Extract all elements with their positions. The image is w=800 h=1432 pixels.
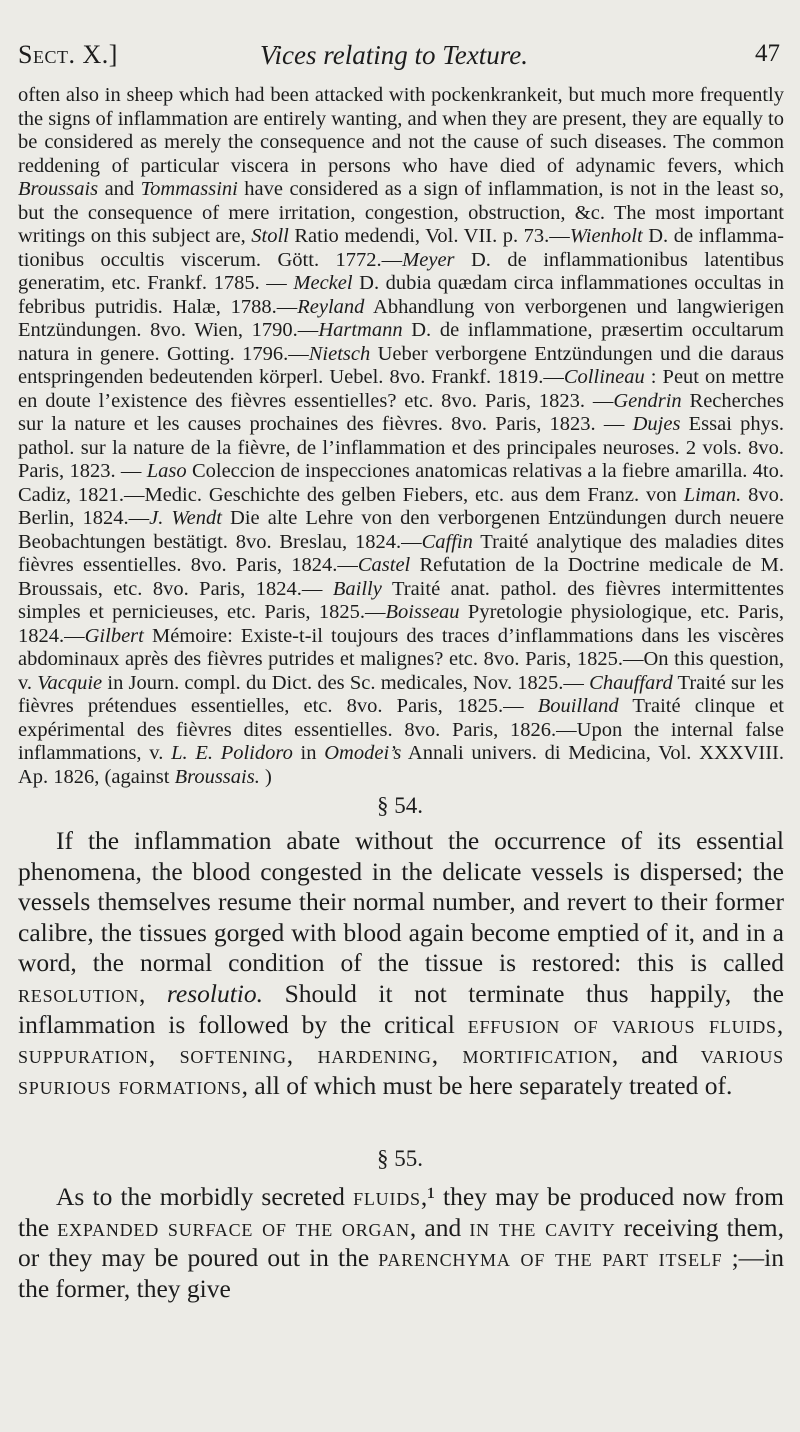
text-run: have considered as a sign of inflammation, is not in the least so, but the consequence of mere irritation, congestion, obstruction, &c. The most important writings on this subject are,: [18, 178, 784, 247]
section-54-heading: § 54.: [377, 793, 423, 818]
term-italic: resolutio.: [166, 978, 264, 1008]
author-name: Bailly: [332, 577, 382, 600]
text-run: , all of which must be here separately treated of.: [241, 1070, 733, 1100]
author-name: Vacquie: [37, 671, 103, 694]
author-name: Meyer: [402, 248, 455, 271]
term-smallcaps: expanded surface of the organ: [57, 1212, 410, 1242]
text-run: Essai phys. pathol. sur la nature de la fièvre, de l’inflammation et des principales neuroses. 2 vols. 8vo. Paris, 1823. —: [18, 413, 784, 482]
text-run: If the inflammation abate without the occurrence of its essential phenomena, the blood congested in the delicate vessels is dispersed; the vessels themselves resume their normal number, and revert to their former calibre, the tissues gorged with blood again become emptied of it, and in a word, the normal condition of the tissue is restored: this is called: [18, 826, 784, 978]
author-name: Meckel: [293, 272, 353, 294]
text-run: D. de inflammatione, præsertim occultarum natura in genere. Gotting. 1796.—: [18, 319, 784, 365]
text-run: As to the morbidly secreted: [56, 1182, 354, 1211]
text-run: , and: [611, 1040, 701, 1070]
text-run: Die alte Lehre von den verborgenen Entzündungen durch neuere Beobachtungen bestätigt. 8vo. Breslau, 1824.—: [18, 507, 784, 553]
author-name: Laso: [146, 460, 187, 482]
text-run: D. dubia quædam circa inflammationes occultas in febribus putridis. Halæ, 1788.—: [18, 272, 784, 318]
text-run: Should it not terminate thus happily, the inflammation is followed by the critical: [18, 978, 784, 1039]
section-55-heading: § 55.: [377, 1146, 423, 1171]
text-run: ,: [139, 978, 167, 1008]
text-run: Abhandlung von verborgenen und langwierigen Entzündungen. 8vo. Wien, 1790.—: [18, 295, 784, 341]
term-smallcaps: various spurious formations: [18, 1040, 784, 1100]
text-run: : Peut on mettre en doute l’existence des fièvres essentielles? etc. 8vo. Paris, 1823. —: [18, 366, 784, 412]
author-name: Broussais: [18, 178, 99, 200]
author-name: Caffin: [421, 530, 473, 553]
author-name: Stoll: [251, 225, 289, 247]
term-smallcaps: parenchyma of the part itself: [378, 1243, 723, 1273]
author-name: Wienholt: [569, 225, 643, 247]
text-run: and: [98, 178, 141, 200]
text-run: Traité anat. pathol. des fièvres intermittentes simples et pernicieuses, etc. Paris, 1825.—: [18, 577, 784, 623]
term-smallcaps: in the cavity: [469, 1212, 616, 1242]
section-55-paragraph: [18, 1182, 784, 1304]
footnote-block: [18, 84, 784, 789]
text-run: ,¹ they may be produced now from the: [18, 1182, 784, 1242]
author-name: Liman.: [683, 483, 742, 506]
page-number: 47: [755, 40, 780, 67]
text-run: Traité clinque et expérimental des fièvres dites essentielles. 8vo. Paris, 1826.—Upon the internal false inflammations, v.: [18, 695, 784, 764]
text-run: ): [259, 765, 272, 788]
text-run: receiving them, or they may be poured out in the: [18, 1212, 785, 1273]
author-name: Tommassini: [140, 178, 238, 200]
text-run: , and: [409, 1212, 470, 1242]
text-run: Mémoire: Existe-t-il toujours des traces d’inflammations dans les viscères abdominaux après des fièvres putrides et malignes? etc. 8vo. Paris, 1825.—On this question, v.: [18, 624, 784, 694]
author-name: Chauffard: [589, 671, 673, 694]
author-name: Nietsch: [308, 342, 371, 365]
author-name: Hartmann: [318, 319, 403, 341]
text-run: often also in sheep which had been attacked with pockenkrankeit, but much more frequently the signs of inflammation are entirely wanting, and when they are present, they are equally to be considered as merely the consequence and not the cause of such diseases. The common reddening of particular viscera in persons who have died of adynamic fevers, which: [18, 84, 784, 177]
text-run: in: [292, 742, 325, 764]
author-name: Boisseau: [385, 601, 460, 623]
author-name: J. Wendt: [149, 507, 222, 529]
author-name: Gilbert: [84, 624, 144, 647]
author-name: Reyland: [297, 295, 365, 318]
text-run: Refutation de la Doctrine medicale de M. Broussais, etc. 8vo. Paris, 1824.—: [18, 554, 784, 600]
section-54-paragraph: [18, 826, 784, 1101]
text-run: Pyretologie physiologique, etc. Paris, 1824.—: [18, 601, 784, 647]
author-name: Broussais.: [174, 765, 260, 788]
text-run: in Journ. compl. du Dict. des Sc. medicales, Nov. 1825.—: [102, 671, 590, 694]
author-name: Omodei’s: [324, 742, 402, 764]
author-name: Dujes: [632, 413, 681, 435]
running-head: [18, 40, 782, 70]
text-run: 8vo. Berlin, 1824.—: [18, 483, 785, 529]
text-run: Coleccion de inspecciones anatomicas relativas a la fiebre amarilla. 4to. Cadiz, 1821.—Medic. Geschichte des gelben Fiebers, etc. aus dem Franz. von: [18, 460, 784, 506]
text-run: Traité sur les fièvres prétendues essentielles, etc. 8vo. Paris, 1825.—: [18, 671, 785, 717]
text-run: ;—in the former, they give: [18, 1243, 785, 1303]
text-run: D. de inflammationibus latentibus generatim, etc. Frankf. 1785. —: [18, 248, 785, 294]
text-run: Ueber verborgene Entzündungen und die daraus entspringenden bedeutenden körperl. Uebel. 8vo. Frankf. 1819.—: [18, 342, 784, 388]
section-label: Sect. X.]: [18, 40, 118, 69]
text-run: Traité analytique des maladies dites fièvres essentielles. 8vo. Paris, 1824.—: [18, 530, 785, 576]
author-name: Gendrin: [613, 389, 682, 412]
text-run: Recherches sur la nature et les causes prochaines des fièvres. 8vo. Paris, 1823. —: [18, 389, 784, 435]
author-name: Collineau: [563, 366, 645, 388]
text-run: Annali univers. di Medicina, Vol. XXXVIII. Ap. 1826, (against: [18, 742, 784, 788]
author-name: Castel: [357, 554, 411, 576]
term-smallcaps: effusion of various fluids, suppuration, softening, hardening, mortification: [18, 1009, 784, 1070]
author-name: Bouilland: [537, 695, 619, 717]
term-smallcaps: resolution: [18, 978, 139, 1008]
text-run: D. de inflammationibus occultis viscerum. Gött. 1772.—: [18, 225, 784, 271]
text-run: Ratio medendi, Vol. VII. p. 73.—: [288, 225, 570, 247]
term-smallcaps: fluids: [353, 1182, 421, 1211]
chapter-title: Vices relating to Texture.: [260, 40, 528, 70]
author-name: L. E. Polidoro: [171, 742, 293, 764]
